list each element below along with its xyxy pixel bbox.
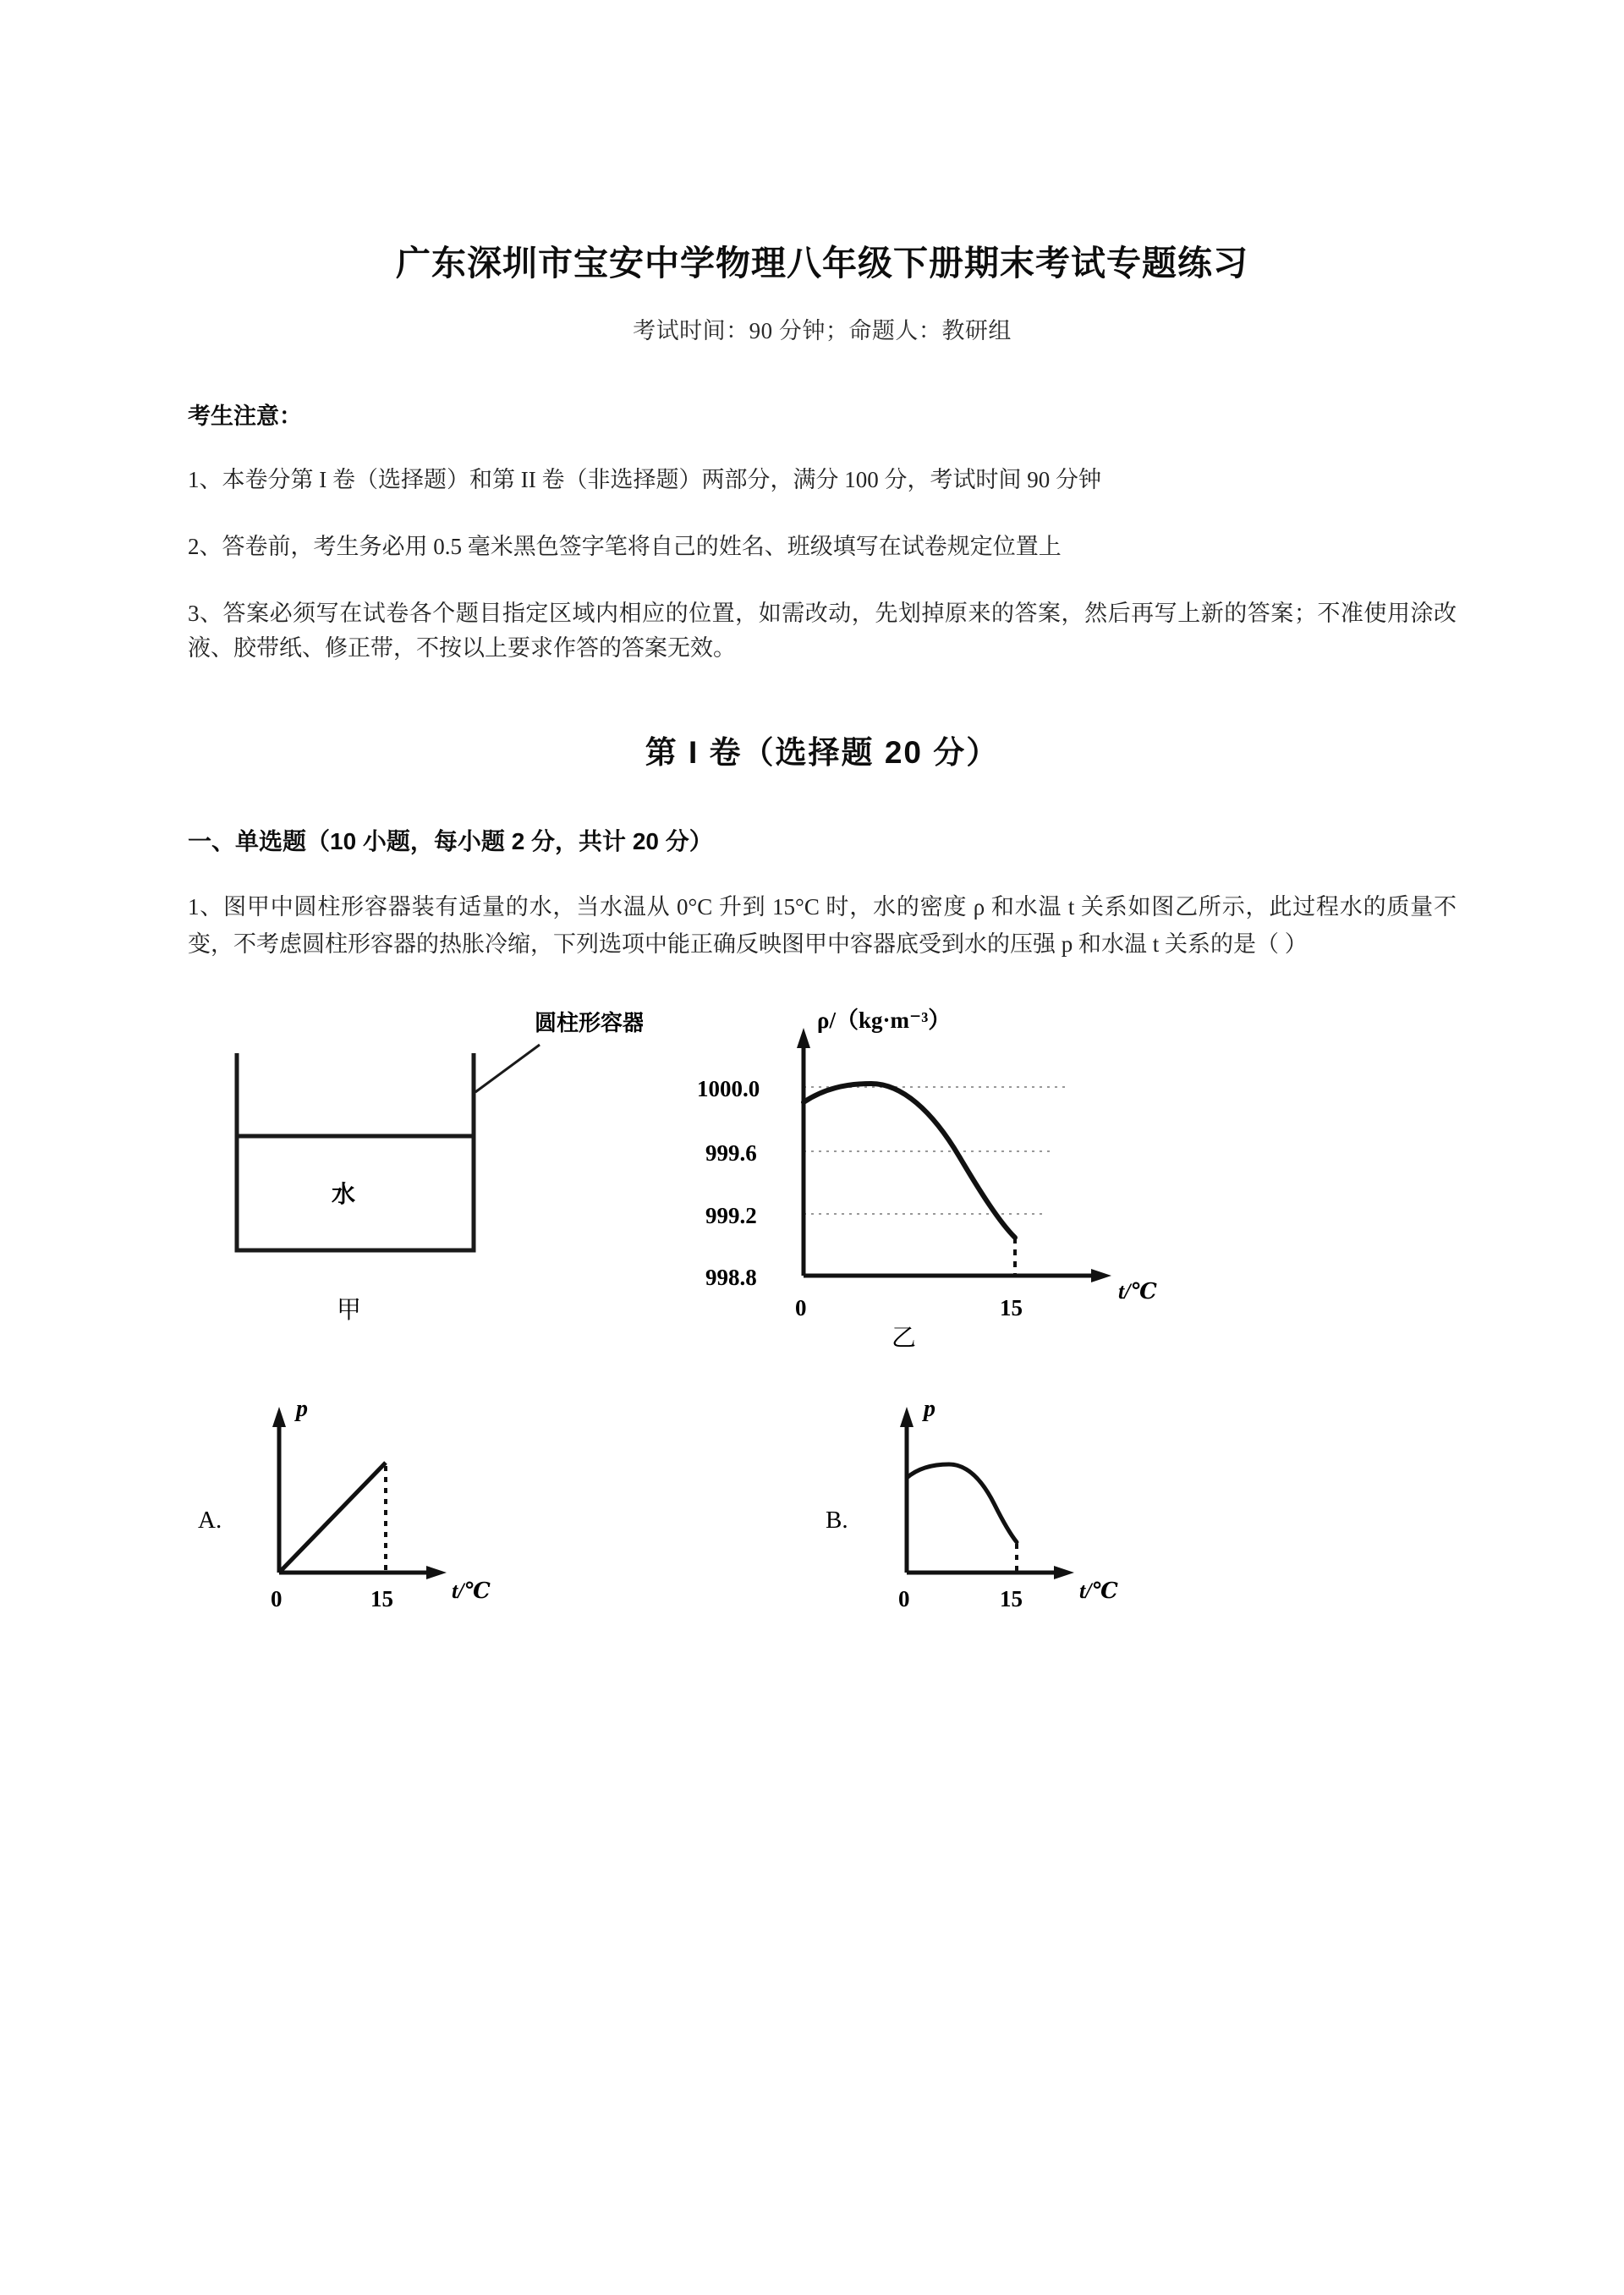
option-b-letter: B. <box>826 1506 848 1534</box>
x-tick-label-15: 15 <box>1000 1294 1023 1320</box>
container-label: 圆柱形容器 <box>535 1009 643 1035</box>
page-content <box>188 0 1457 1650</box>
notice-item-3: 3、答案必须写在试卷各个题目指定区域内相应的位置，如需改动，先划掉原来的答案，然后再写上新的答案；不准使用涂改液、胶带纸、修正带，不按以上要求作答的答案无效。 <box>188 601 1457 662</box>
question-1-text: 1、图甲中圆柱形容器装有适量的水，当水温从 0°C 升到 15°C 时，水的密度 ρ 和水温 t 关系如图乙所示，此过程水的质量不变，不考虑圆柱形容器的热胀冷缩，下列选项中能正确反映图甲中容器底受到水的压强 p 和水温 t 关系的是（ ） <box>188 894 1457 957</box>
figure-yi <box>661 984 1186 1360</box>
option-a-y-arrow <box>272 1407 286 1427</box>
y-tick-label-1: 1000.0 <box>697 1075 760 1101</box>
exam-subtitle: 考试时间：90 分钟；命题人：教研组 <box>633 318 1012 343</box>
option-b-svg <box>815 1371 1171 1650</box>
y-tick-label-3: 999.2 <box>705 1202 757 1228</box>
option-a-x-tick-0: 0 <box>271 1585 283 1611</box>
figure-row-options <box>188 1371 1457 1650</box>
y-tick-label-4: 998.8 <box>705 1264 757 1290</box>
container-leader-line <box>475 1045 540 1092</box>
volume-heading: 第 I 卷（选择题 20 分） <box>645 735 1000 771</box>
water-label: 水 <box>332 1180 356 1207</box>
option-a[interactable] <box>188 1371 543 1655</box>
option-a-y-label: p <box>296 1395 308 1422</box>
page-title: 广东深圳市宝安中学物理八年级下册期末考试专题练习 <box>396 244 1248 283</box>
option-a-curve <box>279 1463 386 1573</box>
option-a-x-label: t/℃ <box>452 1578 491 1603</box>
option-a-letter: A. <box>198 1506 222 1534</box>
section-heading: 一、单选题（10 小题，每小题 2 分，共计 20 分） <box>188 828 713 855</box>
x-axis-label: t/℃ <box>1118 1278 1157 1304</box>
figure-jia-caption: 甲 <box>337 1296 362 1324</box>
x-tick-label-0: 0 <box>795 1294 807 1320</box>
option-b-x-tick-0: 0 <box>898 1585 910 1611</box>
option-b-y-label: p <box>924 1395 935 1422</box>
x-axis-arrow <box>1091 1269 1111 1282</box>
container-outline <box>237 1053 474 1250</box>
y-axis-arrow <box>797 1028 810 1048</box>
figure-yi-svg <box>661 984 1186 1356</box>
option-b[interactable] <box>815 1371 1171 1655</box>
option-b-y-arrow <box>900 1407 914 1427</box>
option-a-x-tick-15: 15 <box>370 1585 393 1611</box>
y-tick-label-2: 999.6 <box>705 1139 757 1166</box>
option-b-x-arrow <box>1054 1566 1074 1579</box>
option-b-x-tick-15: 15 <box>1000 1585 1023 1611</box>
figure-jia <box>203 984 643 1360</box>
option-a-svg <box>188 1371 543 1650</box>
figure-yi-caption: 乙 <box>892 1324 917 1352</box>
notice-item-1: 1、本卷分第 I 卷（选择题）和第 II 卷（非选择题）两部分，满分 100 分，考试时间 90 分钟 <box>188 467 1101 492</box>
notice-heading: 考生注意： <box>188 404 302 429</box>
option-b-x-label: t/℃ <box>1079 1578 1118 1603</box>
option-b-curve <box>907 1464 1017 1542</box>
notice-item-2: 2、答卷前，考生务必用 0.5 毫米黑色签字笔将自己的姓名、班级填写在试卷规定位置上 <box>188 534 1062 560</box>
y-axis-label: ρ/（kg·m⁻³） <box>817 1007 952 1033</box>
figure-jia-svg <box>203 984 643 1356</box>
figure-row-primary <box>188 984 1457 1356</box>
option-a-x-arrow <box>426 1566 447 1579</box>
